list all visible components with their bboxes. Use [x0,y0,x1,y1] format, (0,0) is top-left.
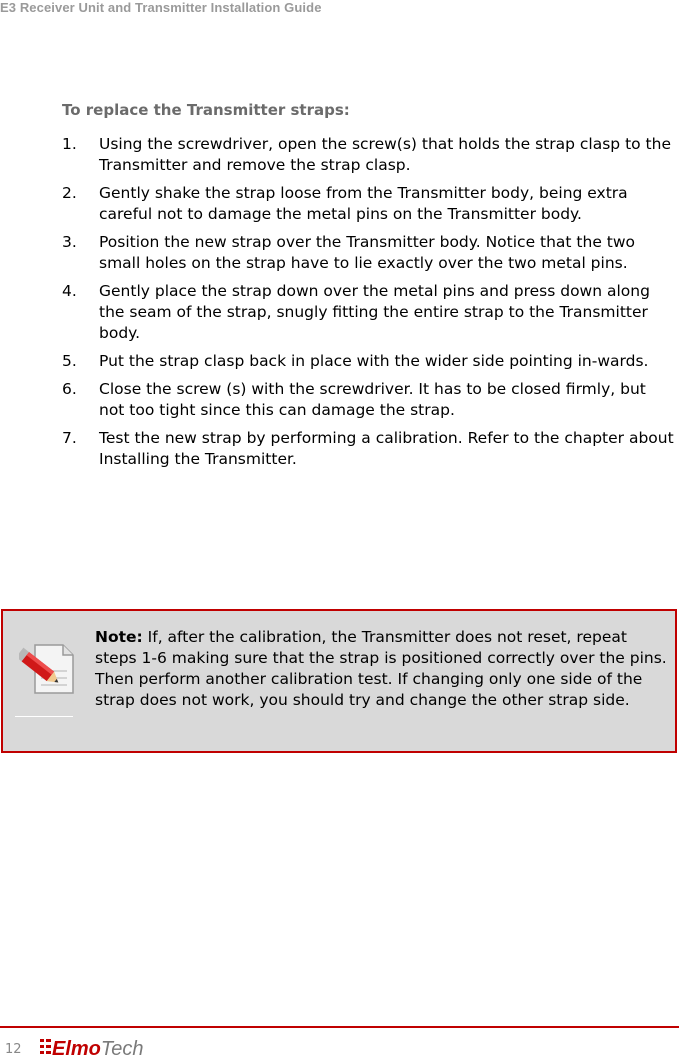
step-number: 1. [62,135,77,153]
note-divider [15,716,73,717]
step-number: 6. [62,380,77,398]
step-text: Test the new strap by performing a calibration. Refer to the chapter about Installing the Transmitter. [99,429,674,468]
step-text: Using the screwdriver, open the screw(s) that holds the strap clasp to the Transmitter and remove the strap clasp. [99,135,671,174]
footer-divider [0,1026,679,1028]
step-text: Gently place the strap down over the metal pins and press down along the seam of the strap, snugly fitting the entire strap to the Transmitter body. [99,282,650,342]
step-number: 2. [62,184,77,202]
step-number: 5. [62,352,77,370]
page-number: 12 [5,1042,22,1057]
step-item [62,379,676,421]
step-item [62,351,676,372]
step-item [62,183,676,225]
step-number: 3. [62,233,77,251]
step-text: Close the screw (s) with the screwdriver. It has to be closed firmly, but not too tight since this can damage the strap. [99,380,646,419]
step-text: Put the strap clasp back in place with the wider side pointing in-wards. [99,352,649,370]
section-title: To replace the Transmitter straps: [62,101,350,119]
step-number: 4. [62,282,77,300]
note-label: Note: [95,628,143,646]
running-header: E3 Receiver Unit and Transmitter Installation Guide [0,0,322,15]
note-box [1,609,677,753]
logo-text-secondary: Tech [100,1038,144,1060]
step-text: Position the new strap over the Transmitter body. Notice that the two small holes on the strap have to lie exactly over the two metal pins. [99,233,636,272]
elmotech-logo [36,1034,186,1060]
step-item [62,428,676,470]
note-text [95,627,667,711]
note-body: If, after the calibration, the Transmitter does not reset, repeat steps 1-6 making sure that the strap is positioned correctly over the pins. Then perform another calibration test. If changing only one side of the strap does not work, you should try and change the other strap side. [95,628,667,709]
step-item [62,281,676,344]
step-item [62,134,676,176]
step-text: Gently shake the strap loose from the Transmitter body, being extra careful not to damage the metal pins on the Transmitter body. [99,184,628,223]
pencil-note-icon [19,641,75,697]
step-number: 7. [62,429,77,447]
logo-text-primary: Elmo [52,1038,101,1060]
step-item [62,232,676,274]
steps-list [62,134,676,477]
svg-text:ElmoTech [52,1038,144,1060]
